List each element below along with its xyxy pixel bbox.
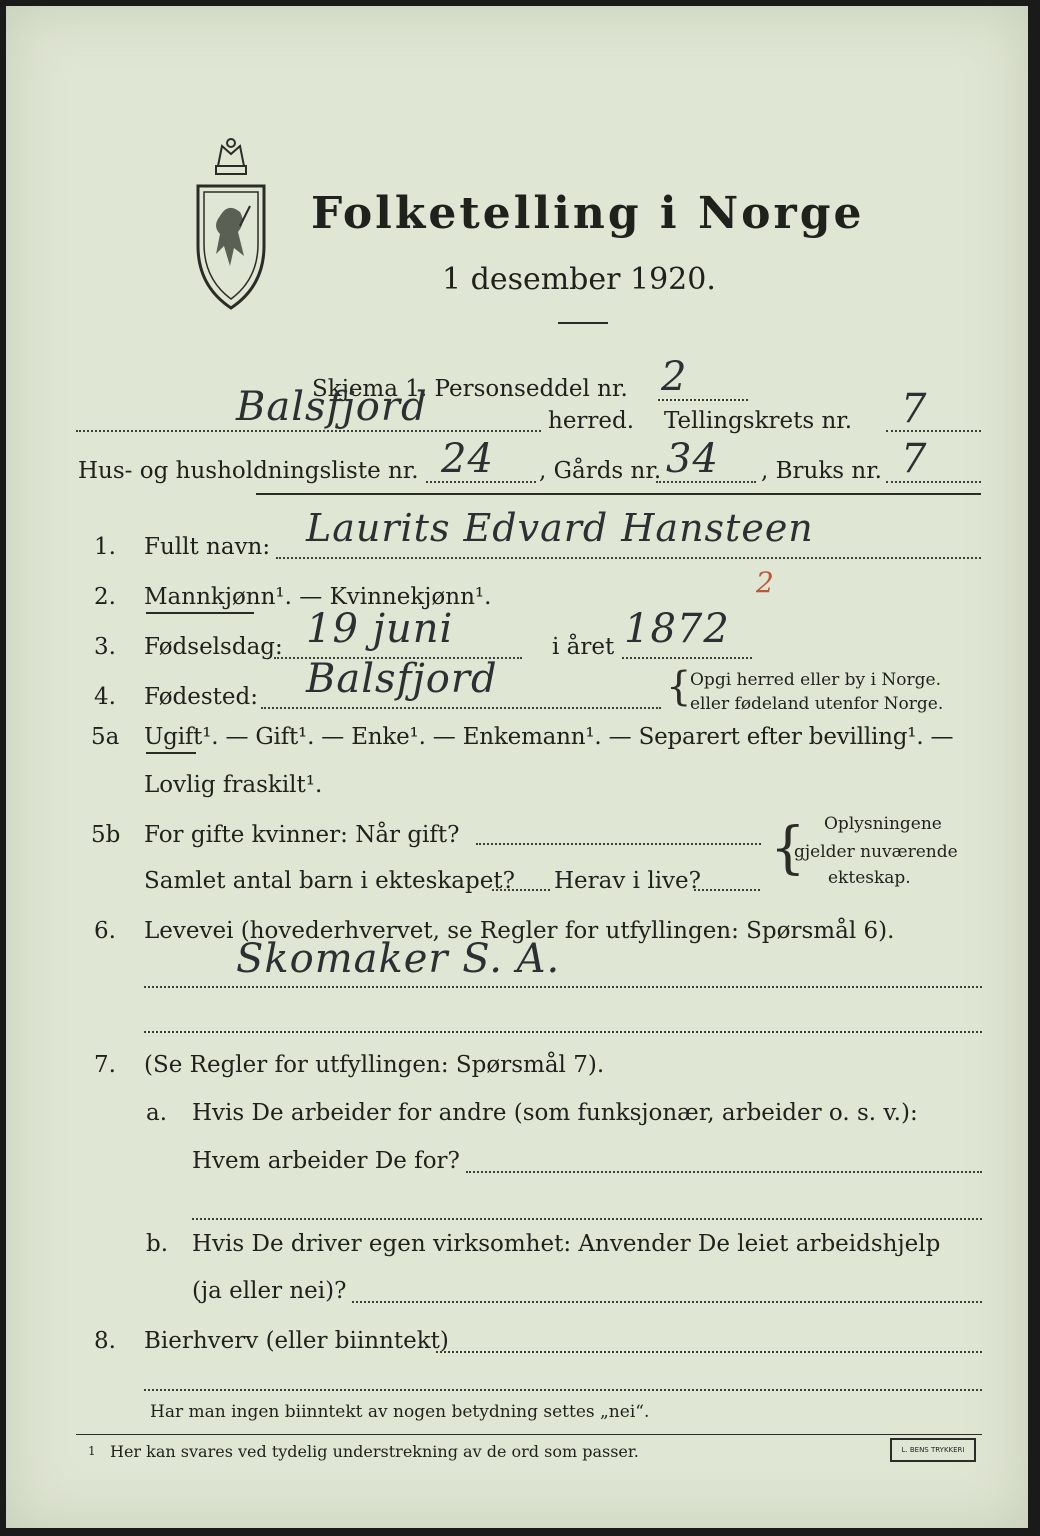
form-title: Folketelling i Norge — [311, 188, 865, 239]
q5a-line2: Lovlig fraskilt¹. — [144, 772, 323, 798]
q4-note-line2: eller fødeland utenfor Norge. — [690, 694, 944, 714]
q2-underline-mark — [146, 612, 254, 614]
q3-year-field-line — [622, 657, 752, 659]
q5a-line1: Ugift¹. — Gift¹. — Enke¹. — Enkemann¹. — Separert efter bevilling¹. — — [144, 724, 954, 750]
q1-number: 1. — [94, 534, 116, 560]
q5a-underline-mark — [146, 752, 196, 754]
gards-value[interactable]: 34 — [666, 436, 719, 482]
q7b-line1: Hvis De driver egen virksomhet: Anvender De leiet arbeidshjelp — [192, 1231, 941, 1257]
q7a-line2: Hvem arbeider De for? — [192, 1148, 460, 1174]
q5b-alive-field-line — [694, 889, 760, 891]
bruks-label: , Bruks nr. — [761, 458, 882, 484]
q5b-children-field-line — [492, 889, 550, 891]
q5b-note-line2: gjelder nuværende — [794, 842, 958, 862]
gards-label: , Gårds nr. — [539, 458, 662, 484]
q2-label: Mannkjønn¹. — Kvinnekjønn¹. — [144, 584, 492, 610]
birthyear-value[interactable]: 1872 — [624, 606, 730, 652]
census-date: 1 desember 1920. — [442, 262, 716, 297]
q7-number: 7. — [94, 1052, 116, 1078]
birthdate-value[interactable]: 19 juni — [306, 606, 454, 652]
q8-field-line2 — [144, 1389, 982, 1391]
full-name-value[interactable]: Laurits Edvard Hansteen — [306, 506, 814, 550]
header-rule — [256, 493, 981, 495]
q3-label: Fødselsdag: — [144, 634, 283, 660]
q4-note-line1: Opgi herred eller by i Norge. — [690, 670, 941, 690]
skjema-value[interactable]: 2 — [661, 354, 688, 400]
q6-number: 6. — [94, 918, 116, 944]
census-form-sheet — [6, 6, 1028, 1528]
footnote-number: 1 — [88, 1444, 96, 1458]
q6-field-line1 — [144, 986, 982, 988]
q5b-married-field-line — [476, 843, 761, 845]
q7-label: (Se Regler for utfyllingen: Spørsmål 7). — [144, 1052, 605, 1078]
q2-red-mark: 2 — [756, 566, 775, 599]
q3-number: 3. — [94, 634, 116, 660]
herred-field-line — [76, 430, 541, 432]
q8-note: Har man ingen biinntekt av nogen betydning settes „nei“. — [150, 1402, 650, 1422]
q4-field-line — [261, 707, 661, 709]
herred-label: herred. — [548, 408, 635, 434]
q7a-field-line1 — [466, 1171, 982, 1173]
q5b-line2a: Samlet antal barn i ekteskapet? — [144, 868, 515, 894]
q1-field-line — [276, 557, 981, 559]
q4-brace: { — [666, 664, 692, 710]
q1-label: Fullt navn: — [144, 534, 271, 560]
birthplace-value[interactable]: Balsfjord — [306, 656, 498, 702]
q7a-field-line2 — [192, 1218, 982, 1220]
q5b-line1: For gifte kvinner: Når gift? — [144, 822, 460, 848]
husliste-value[interactable]: 24 — [441, 436, 494, 482]
q4-label: Fødested: — [144, 684, 259, 710]
q7a-line1: Hvis De arbeider for andre (som funksjonær, arbeider o. s. v.): — [192, 1100, 918, 1126]
herred-value[interactable]: Balsfjord — [236, 384, 428, 430]
occupation-value[interactable]: Skomaker S. A. — [236, 936, 561, 982]
footnote-text: Her kan svares ved tydelig understrekning av de ord som passer. — [110, 1442, 639, 1461]
q7b-letter: b. — [146, 1231, 169, 1257]
q5b-number: 5b — [91, 822, 121, 848]
q3-year-label: i året — [552, 634, 615, 660]
q7b-line2: (ja eller nei)? — [192, 1278, 347, 1304]
q2-number: 2. — [94, 584, 116, 610]
skjema-label: Skjema 1. Personseddel nr. — [312, 376, 628, 402]
q5b-brace: { — [770, 816, 806, 881]
q7b-field-line — [352, 1301, 982, 1303]
coat-of-arms-icon — [190, 136, 272, 316]
q8-field-line1 — [436, 1351, 982, 1353]
q5a-number: 5a — [91, 724, 120, 750]
q8-label: Bierhverv (eller biinntekt) — [144, 1328, 449, 1354]
tellingskrets-label: Tellingskrets nr. — [664, 408, 853, 434]
printer-stamp: L. BENS TRYKKERI — [890, 1438, 976, 1462]
q5b-line2b: Herav i live? — [554, 868, 701, 894]
title-divider — [558, 322, 608, 324]
q6-label: Levevei (hovederhvervet, se Regler for utfyllingen: Spørsmål 6). — [144, 918, 895, 944]
q7a-letter: a. — [146, 1100, 168, 1126]
q5b-note-line1: Oplysningene — [824, 814, 942, 834]
q4-number: 4. — [94, 684, 116, 710]
footer-rule — [76, 1434, 982, 1435]
q8-number: 8. — [94, 1328, 116, 1354]
bruks-value[interactable]: 7 — [901, 436, 928, 482]
q5b-note-line3: ekteskap. — [828, 868, 911, 888]
husliste-label: Hus- og husholdningsliste nr. — [78, 458, 419, 484]
tellingskrets-value[interactable]: 7 — [901, 386, 928, 432]
q6-field-line2 — [144, 1031, 982, 1033]
